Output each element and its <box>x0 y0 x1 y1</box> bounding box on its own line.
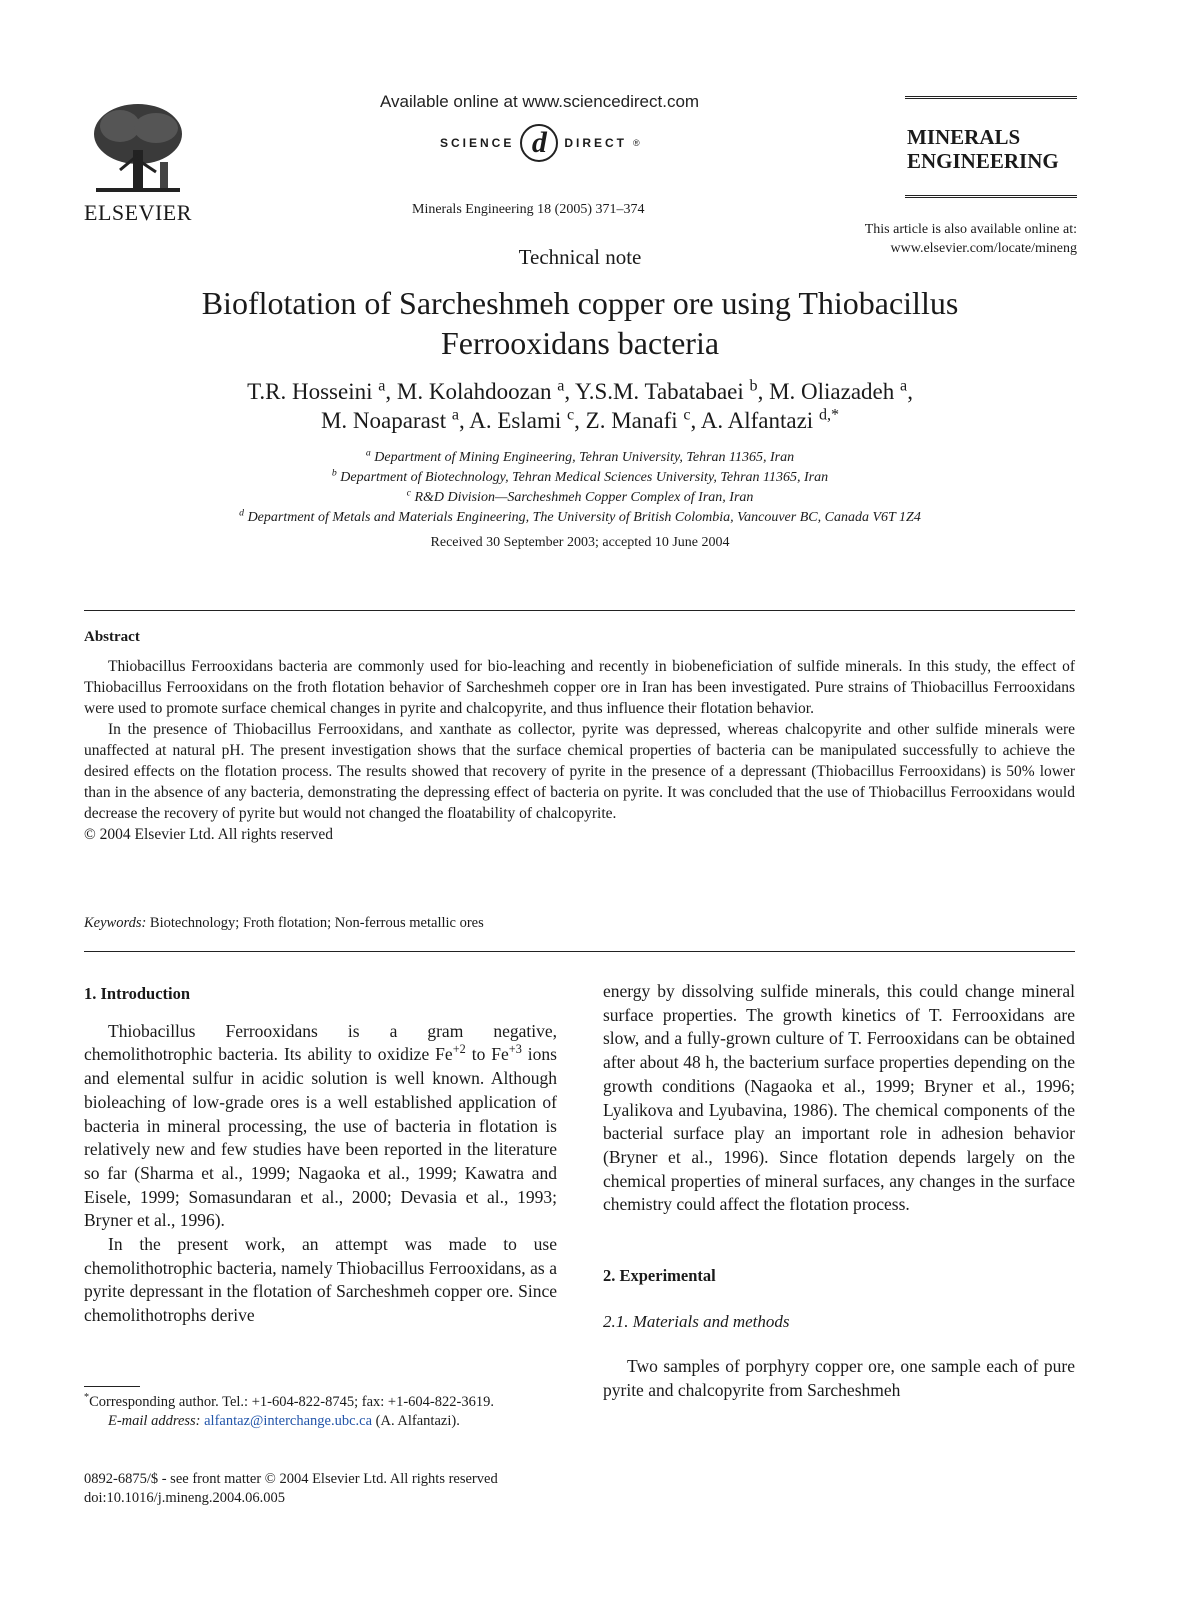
front-matter-info <box>84 1470 498 1508</box>
affiliation-mark: d <box>239 507 245 519</box>
author: A. Alfantazi <box>700 408 814 433</box>
abstract <box>84 627 1075 845</box>
footnote-rule <box>84 1386 140 1387</box>
divider-bottom <box>84 951 1075 952</box>
intro-paragraph-2-continued: energy by dissolving sulfide minerals, this could change mineral surface properties. The growth kinetics of T. Ferrooxidans are slow, and a fully-grown culture of T. Ferrooxidans can be obtained after about 48 h, the bacterium surface properties depending on the growth conditions (Nagaoka et al., 1999; Bryner et al., 1996; Lyalikova and Lyubavina, 1986). The chemical components of the bacterial surface play an important role in adhesion behavior (Bryner et al., 1996). Since flotation depends largely on the chemical properties of mineral surfaces, any changes in the surface chemistry could affect the flotation process. <box>603 981 1075 1215</box>
available-online: Available online at www.sciencedirect.com <box>380 92 700 111</box>
author-aff-mark: a <box>378 377 386 395</box>
publisher-name: ELSEVIER <box>84 200 192 225</box>
doi-line[interactable]: doi:10.1016/j.mineng.2004.06.005 <box>84 1490 285 1506</box>
journal-title-line1: MINERALS <box>907 125 1021 149</box>
author: T.R. Hosseini <box>247 379 373 404</box>
journal-citation: Minerals Engineering 18 (2005) 371–374 <box>412 202 645 217</box>
subsection-heading-materials: 2.1. Materials and methods <box>603 1311 790 1331</box>
affiliation-text: Department of Metals and Materials Engineering, The University of British Colombia, Vancouver BC, Canada V6T 1Z4 <box>247 510 921 525</box>
journal-masthead <box>905 96 1077 198</box>
author-aff-mark: a <box>900 377 908 395</box>
online-note-url[interactable]: www.elsevier.com/locate/mineng <box>890 241 1077 256</box>
section-heading-introduction: 1. Introduction <box>84 984 191 1003</box>
masthead-bottom-rule <box>905 195 1077 198</box>
keywords <box>84 915 484 932</box>
author-line1: T.R. Hosseini $^a$, M. Kolahdoozan $^a$, Y.S.M. Tabatabaei $^b$, M. Oliazadeh $^a$, <box>247 377 913 404</box>
sd-registered: ® <box>633 138 640 148</box>
affiliation-text: Department of Biotechnology, Tehran Medical Sciences University, Tehran 11365, Iran <box>340 470 829 485</box>
left-column <box>84 982 557 1328</box>
received-dates: Received 30 September 2003; accepted 10 June 2004 <box>430 535 730 550</box>
masthead-top-rule <box>905 96 1077 99</box>
footnote-corresponding: *Corresponding author. Tel.: +1-604-822-8745; fax: +1-604-822-3619. <box>84 1392 494 1410</box>
author-aff-mark: d,* <box>818 406 840 424</box>
author: M. Noaparast <box>320 408 447 433</box>
affiliations <box>60 448 1100 528</box>
intro-paragraph-2: In the present work, an attempt was made to use chemolithotrophic bacteria, namely Thiobacillus Ferrooxidans, as a pyrite depressant in the flotation of Sarcheshmeh copper ore. Since chemolithotrophs derive <box>84 1234 557 1326</box>
footnote <box>84 1393 557 1431</box>
elsevier-tree-icon <box>90 100 186 198</box>
issn-line: 0892-6875/$ - see front matter © 2004 Elsevier Ltd. All rights reserved <box>84 1471 498 1487</box>
author: A. Eslami <box>469 408 562 433</box>
title-line2: Ferrooxidans bacteria <box>440 325 720 361</box>
affiliation <box>60 488 1100 508</box>
author: M. Oliazadeh <box>769 379 895 404</box>
journal-title <box>907 125 1077 173</box>
experimental-paragraph-1: Two samples of porphyry copper ore, one sample each of pure pyrite and chalcopyrite from Sarcheshmeh <box>603 1356 1075 1401</box>
author: M. Kolahdoozan <box>396 379 552 404</box>
author-line2: M. Noaparast $^a$, A. Eslami $^c$, Z. Manafi $^c$, A. Alfantazi $^{d,*}$ <box>320 406 840 433</box>
right-column <box>603 980 1075 1403</box>
elsevier-logo <box>84 100 192 226</box>
author-aff-mark: c <box>567 406 575 424</box>
affiliation <box>60 468 1100 488</box>
author: Y.S.M. Tabatabaei <box>575 379 744 404</box>
affiliation <box>60 508 1100 528</box>
abstract-paragraph-2: In the presence of Thiobacillus Ferrooxidans, and xanthate as collector, pyrite was depressed, whereas chalcopyrite and other sulfide minerals were unaffected at natural pH. The present investigation shows that the surface chemical properties of bacteria can be manipulated successfully to achieve the desired effects on the flotation process. The results showed that recovery of pyrite in the presence of a depressant (Thiobacillus Ferrooxidans) is 50% lower than in the absence of any bacteria, demonstrating the depressing effect of bacteria on pyrite. It was concluded that the use of Thiobacillus Ferrooxidans would decrease the recovery of pyrite but would not changed the floatability of chalcopyrite. <box>84 721 1075 822</box>
title-line1: Bioflotation of Sarcheshmeh copper ore using Thiobacillus <box>201 285 959 321</box>
affiliation-mark: c <box>406 487 411 499</box>
affiliation <box>60 448 1100 468</box>
author-list <box>60 377 1100 435</box>
footnote-email: E-mail address: alfantaz@interchange.ubc.ca (A. Alfantazi). <box>108 1413 460 1429</box>
online-note-line1: This article is also available online at: <box>864 222 1077 237</box>
journal-title-line2: ENGINEERING <box>907 149 1059 173</box>
divider-top <box>84 610 1075 611</box>
sd-right-text: DIRECT <box>564 136 628 150</box>
affiliation-mark: a <box>365 447 371 459</box>
keywords-text: Biotechnology; Froth flotation; Non-ferrous metallic ores <box>149 915 484 931</box>
email-link[interactable]: alfantaz@interchange.ubc.ca <box>204 1413 373 1429</box>
abstract-heading: Abstract <box>84 629 140 645</box>
intro-paragraph-1: Thiobacillus Ferrooxidans is a gram negative, chemolithotrophic bacteria. Its ability to oxidize $Fe^{+2}$ to $Fe^{+3}$ ions and elemental sulfur in acidic solution is well known. Although bioleaching of low-grade ores is a well established application of bacteria in mineral processing, the use of bacteria in flotation is relatively new and few studies have been reported in the literature so far (Sharma et al., 1999; Nagaoka et al., 1999; Kawatra and Eisele, 1999; Somasundaran et al., 2000; Devasia et al., 1993; Bryner et al., 1996). <box>84 1020 557 1231</box>
abstract-paragraph-1: Thiobacillus Ferrooxidans bacteria are commonly used for bio-leaching and recently in biobeneficiation of sulfide minerals. In this study, the effect of Thiobacillus Ferrooxidans on the froth flotation behavior of Sarcheshmeh copper ore in Iran has been investigated. Pure strains of Thiobacillus Ferrooxidans were used to promote surface chemical changes in pyrite and chalcopyrite, and thus influence their flotation behavior. <box>84 658 1075 717</box>
affiliation-text: R&D Division—Sarcheshmeh Copper Complex of Iran, Iran <box>414 490 754 505</box>
abstract-copyright: © 2004 Elsevier Ltd. All rights reserved <box>84 826 333 843</box>
keywords-label: Keywords: <box>84 915 147 931</box>
affiliation-mark: b <box>331 467 337 479</box>
author-aff-mark: a <box>557 377 565 395</box>
section-heading-experimental: 2. Experimental <box>603 1266 716 1286</box>
author-aff-mark: c <box>683 406 691 424</box>
sd-glyph: d <box>520 124 558 162</box>
author-aff-mark: b <box>749 377 758 395</box>
author: Z. Manafi <box>585 408 678 433</box>
sd-left-text: SCIENCE <box>440 136 515 150</box>
affiliation-text: Department of Mining Engineering, Tehran University, Tehran 11365, Iran <box>374 450 795 465</box>
article-title <box>60 283 1100 363</box>
sciencedirect-logo <box>440 124 640 162</box>
author-aff-mark: a <box>451 406 460 424</box>
article-type: Technical note <box>518 245 642 269</box>
